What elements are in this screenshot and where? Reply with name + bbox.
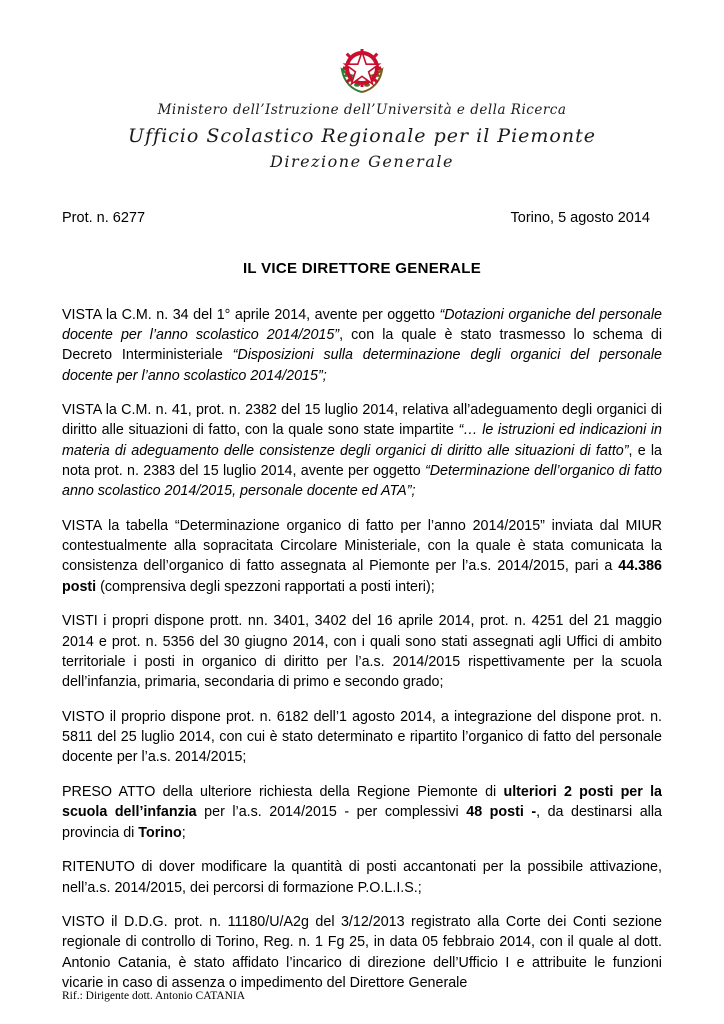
text-run: VISTA la tabella “Determinazione organico di fatto per l’anno 2014/2015” inviata dal MIUR contestualmente alla sopracitata Circolare Ministeriale, con la quale è stata comunicata la consistenza dell’organico di fatto assegnata al Piemonte per l’a.s. 2014/2015, pari a bbox=[62, 517, 662, 575]
page-title: IL VICE DIRETTORE GENERALE bbox=[242, 259, 482, 277]
text-run-italic: “Determinazione dell’organico di fatto anno scolastico 2014/2015, personale docente ed ATA”; bbox=[62, 463, 662, 500]
paragraph-preso-atto bbox=[62, 782, 662, 843]
document-body bbox=[62, 305, 662, 994]
text-run: , e la nota prot. n. 2383 del 15 luglio 2014, avente per oggetto bbox=[62, 442, 662, 479]
text-run-bold: ulteriori 2 posti per la scuola dell’infanzia bbox=[62, 784, 662, 821]
text-run: , con la quale è stato trasmesso lo schema di Decreto Interministeriale bbox=[62, 326, 662, 364]
paragraph-visti-dispone: VISTI i propri dispone prott. nn. 3401, 3402 del 16 aprile 2014, prot. n. 4251 del 21 maggio 2014 e prot. n. 5356 del 30 giugno 2014, con i quali sono stati assegnati agli Uffici di ambito territoriale i posti in organico di diritto per l’a.s. 2014/2015 rispettivamente per la scuola dell’infanzia, primaria, secondaria di primo e secondo grado; bbox=[62, 613, 662, 691]
text-run: per l’a.s. 2014/2015 - per complessivi bbox=[196, 804, 467, 821]
text-run-italic: “Disposizioni sulla determinazione degli organici del personale docente per l’anno scolastico 2014/2015”; bbox=[62, 347, 662, 384]
text-run: VISTA la C.M. n. 41, prot. n. 2382 del 15 luglio 2014, relativa all’adeguamento degli organici di diritto alle situazioni di fatto, con la quale sono state impartite bbox=[62, 402, 662, 439]
office-line: Ufficio Scolastico Regionale per il Piemonte bbox=[128, 124, 596, 147]
text-run: ; bbox=[181, 824, 186, 841]
letterhead bbox=[62, 42, 662, 172]
paragraph-vista-cm41 bbox=[62, 400, 662, 501]
paragraph-visto-dispone: VISTO il proprio dispone prot. n. 6182 dell’1 agosto 2014, a integrazione del dispone prot. n. 5811 del 25 luglio 2014, con cui è stato determinato e ripartito l’organico di fatto del personale docente per l’a.s. 2014/2015; bbox=[62, 708, 662, 766]
text-run-bold: Torino bbox=[138, 824, 182, 841]
text-run-italic: “Dotazioni organiche del personale docente per l’anno scolastico 2014/2015” bbox=[62, 306, 662, 343]
protocol-number: Prot. n. 6277 bbox=[62, 209, 146, 226]
place-date: Torino, 5 agosto 2014 bbox=[510, 209, 650, 226]
text-run-bold: 48 posti - bbox=[466, 804, 537, 821]
text-run-bold: 44.386 posti bbox=[62, 558, 662, 595]
footer-reference: Rif.: Dirigente dott. Antonio CATANIA bbox=[62, 990, 246, 1002]
ministry-line: Ministero dell’Istruzione dell’Università e della Ricerca bbox=[157, 102, 567, 118]
protocol-row bbox=[62, 210, 662, 226]
text-run-italic: “… le istruzioni ed indicazioni in materia di adeguamento delle consistenze degli organici di diritto alle situazioni di fatto” bbox=[62, 422, 662, 459]
text-run: , da destinarsi alla provincia di bbox=[62, 804, 662, 841]
paragraph-ritenuto: RITENUTO di dover modificare la quantità di posti accantonati per la possibile attivazione, nell’a.s. 2014/2015, dei percorsi di formazione P.O.L.I.S.; bbox=[62, 859, 662, 896]
department-line: Direzione Generale bbox=[270, 151, 454, 171]
paragraph-vista-cm34 bbox=[62, 305, 662, 386]
paragraph-visto-ddg: VISTO il D.D.G. prot. n. 11180/U/A2g del 3/12/2013 registrato alla Corte dei Conti sezione regionale di controllo di Torino, Reg. n. 1 Fg 25, in data 05 febbraio 2014, con il quale al dott. Antonio Catania, è stato affidato l’incarico di direzione dell’Ufficio I e attribuite le funzioni vicarie in caso di assenza o impedimento del Direttore Generale bbox=[62, 914, 662, 992]
paragraph-vista-tabella bbox=[62, 516, 662, 597]
text-run: (comprensiva degli spezzoni rapportati a posti interi); bbox=[96, 578, 435, 595]
italian-republic-emblem-icon bbox=[336, 42, 388, 100]
text-run: VISTA la C.M. n. 34 del 1° aprile 2014, avente per oggetto bbox=[62, 306, 440, 323]
text-run: PRESO ATTO della ulteriore richiesta della Regione Piemonte di bbox=[62, 784, 504, 801]
